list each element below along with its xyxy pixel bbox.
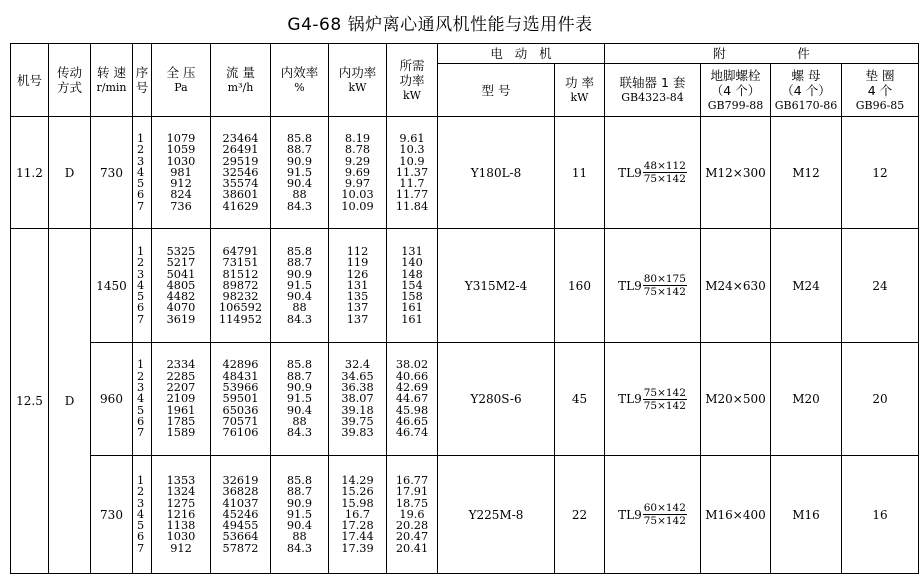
- anchor-bolt: M24×630: [701, 229, 771, 343]
- nut: M16: [771, 456, 842, 574]
- coupling-fraction: [643, 387, 687, 412]
- coupling-spec: [605, 229, 701, 343]
- col-group-accessories: 附 件: [605, 44, 919, 64]
- seq-value: 4: [137, 507, 145, 521]
- col-header-required-power: 所需 功率 kW: [387, 44, 438, 117]
- coupling-numerator: 80×175: [643, 273, 686, 285]
- internal-power-value: 17.39: [341, 541, 374, 555]
- coupling-prefix: TL9: [618, 507, 642, 522]
- col-header-efficiency: 内效率 %: [271, 44, 329, 117]
- coupling-formula: [618, 160, 687, 185]
- required-power-value: 131: [401, 244, 423, 258]
- total-pressure-value: 5217: [166, 256, 196, 270]
- motor-power: 160: [555, 229, 605, 343]
- required-power-value: 40.66: [395, 369, 429, 383]
- internal-efficiency-value: 91.5: [286, 507, 313, 521]
- seq-value: 6: [137, 188, 145, 202]
- required-power-value: 19.6: [399, 507, 425, 521]
- motor-power: 45: [555, 343, 605, 456]
- required-power: [387, 456, 438, 574]
- flow-rate-value: 53664: [222, 530, 259, 544]
- total-pressure-value: 4482: [166, 290, 196, 304]
- internal-power: [329, 117, 387, 229]
- internal-efficiency-value: 88.7: [286, 485, 313, 499]
- internal-efficiency-value: 85.8: [286, 244, 313, 258]
- internal-power-value: 39.75: [341, 414, 374, 428]
- internal-efficiency: [271, 117, 329, 229]
- internal-efficiency-value: 90.9: [286, 496, 313, 510]
- internal-power-value: 10.09: [341, 199, 374, 213]
- anchor-bolt: M16×400: [701, 456, 771, 574]
- seq-value: 5: [137, 290, 145, 304]
- total-pressure-value: 2334: [166, 358, 196, 372]
- internal-power-value: 17.28: [341, 519, 374, 533]
- flow-rate-value: 53966: [222, 381, 259, 395]
- internal-efficiency-value: 90.4: [286, 177, 313, 191]
- total-pressure-value: 1079: [166, 131, 196, 145]
- seq-value: 7: [137, 199, 145, 213]
- seq-value: 7: [137, 312, 145, 326]
- required-power-value: 11.37: [395, 165, 429, 179]
- anchor-bolt: M12×300: [701, 117, 771, 229]
- internal-efficiency-value: 88.7: [286, 256, 313, 270]
- total-pressure-value: 981: [170, 165, 192, 179]
- fan-no: 12.5: [11, 229, 49, 574]
- col-header-motor-power: 功 率 kW: [555, 64, 605, 117]
- required-power: [387, 343, 438, 456]
- internal-power-value: 16.7: [344, 507, 371, 521]
- required-power-value: 158: [401, 290, 423, 304]
- required-power-value: 140: [401, 256, 423, 270]
- total-pressure-value: 1785: [166, 414, 196, 428]
- coupling-spec: [605, 456, 701, 574]
- coupling-fraction: [643, 502, 687, 527]
- internal-efficiency-value: 88: [292, 530, 307, 544]
- internal-power: [329, 456, 387, 574]
- total-pressure-value: 1353: [166, 473, 196, 487]
- motor-model: Y180L-8: [438, 117, 555, 229]
- flow-rate-value: 26491: [222, 143, 259, 157]
- required-power-value: 11.77: [395, 188, 429, 202]
- internal-power-value: 9.69: [344, 165, 371, 179]
- required-power-value: 20.41: [395, 541, 429, 555]
- total-pressure-value: 2207: [166, 381, 196, 395]
- seq: [133, 456, 152, 574]
- flow-rate: [211, 456, 271, 574]
- flow-rate-value: 65036: [222, 403, 259, 417]
- flow-rate-value: 32619: [222, 473, 259, 487]
- internal-power-value: 15.98: [341, 496, 374, 510]
- total-pressure: [152, 117, 211, 229]
- total-pressure-value: 1961: [166, 403, 196, 417]
- coupling-spec: [605, 117, 701, 229]
- flow-rate-value: 38601: [222, 188, 259, 202]
- required-power-value: 154: [401, 278, 423, 292]
- total-pressure-value: 1059: [166, 143, 196, 157]
- seq-value: 6: [137, 301, 145, 315]
- internal-efficiency-value: 88: [292, 188, 307, 202]
- flow-rate-value: 59501: [222, 392, 259, 406]
- flow-rate-value: 35574: [222, 177, 259, 191]
- seq-value: 5: [137, 403, 145, 417]
- internal-power-value: 131: [346, 278, 369, 292]
- total-pressure-value: 912: [170, 541, 192, 555]
- seq-value: 3: [137, 381, 145, 395]
- coupling-denominator: 75×142: [643, 515, 686, 527]
- internal-power-value: 17.44: [341, 530, 374, 544]
- coupling-numerator: 60×142: [643, 502, 686, 514]
- total-pressure-value: 4070: [166, 301, 196, 315]
- flow-rate-value: 29519: [222, 154, 259, 168]
- internal-efficiency-value: 88.7: [286, 143, 313, 157]
- fan-no: 11.2: [11, 117, 49, 229]
- total-pressure: [152, 343, 211, 456]
- internal-efficiency-value: 90.9: [286, 267, 313, 281]
- flow-rate-value: 45246: [222, 507, 259, 521]
- seq-value: 2: [137, 143, 145, 157]
- internal-power-value: 137: [346, 301, 369, 315]
- internal-power-value: 9.97: [344, 177, 371, 191]
- internal-power-value: 39.18: [341, 403, 374, 417]
- internal-power-value: 8.19: [344, 131, 371, 145]
- table-row: [11, 117, 919, 229]
- performance-table: [10, 43, 919, 574]
- internal-efficiency-value: 85.8: [286, 473, 313, 487]
- total-pressure-value: 4805: [166, 278, 196, 292]
- coupling-spec: [605, 343, 701, 456]
- seq-value: 6: [137, 414, 145, 428]
- required-power-value: 44.67: [395, 392, 429, 406]
- table-row: [11, 229, 919, 343]
- coupling-denominator: 75×142: [643, 286, 686, 298]
- table-row: [11, 456, 919, 574]
- drive-type: D: [49, 117, 91, 229]
- motor-model: Y225M-8: [438, 456, 555, 574]
- required-power-value: 20.47: [395, 530, 429, 544]
- motor-model: Y280S-6: [438, 343, 555, 456]
- internal-efficiency-value: 85.8: [286, 131, 313, 145]
- coupling-prefix: TL9: [618, 392, 642, 406]
- required-power-value: 10.9: [399, 154, 425, 168]
- flow-rate-value: 36828: [222, 485, 259, 499]
- seq-value: 7: [137, 426, 145, 440]
- internal-power: [329, 343, 387, 456]
- internal-power-value: 10.03: [341, 188, 374, 202]
- total-pressure: [152, 456, 211, 574]
- internal-efficiency-value: 88: [292, 301, 307, 315]
- flow-rate-value: 42896: [222, 358, 259, 372]
- drive-type: D: [49, 229, 91, 574]
- flow-rate-value: 70571: [222, 414, 259, 428]
- flow-rate-value: 76106: [222, 426, 259, 440]
- seq-value: 4: [137, 165, 145, 179]
- internal-efficiency-value: 85.8: [286, 358, 313, 372]
- coupling-denominator: 75×142: [643, 173, 686, 185]
- internal-power-value: 39.83: [341, 426, 374, 440]
- required-power: [387, 229, 438, 343]
- internal-power-value: 34.65: [341, 369, 374, 383]
- flow-rate: [211, 117, 271, 229]
- coupling-numerator: 48×112: [643, 160, 686, 172]
- nut: M24: [771, 229, 842, 343]
- total-pressure-value: 1216: [166, 507, 196, 521]
- total-pressure-value: 1030: [166, 154, 196, 168]
- flow-rate-value: 48431: [222, 369, 259, 383]
- coupling-formula: [618, 273, 687, 298]
- flow-rate-value: 89872: [222, 278, 259, 292]
- internal-efficiency-value: 84.3: [286, 199, 313, 213]
- total-pressure-value: 2285: [166, 369, 196, 383]
- internal-efficiency-value: 88.7: [286, 369, 313, 383]
- total-pressure-value: 2109: [166, 392, 196, 406]
- required-power-value: 46.74: [395, 426, 429, 440]
- internal-power-value: 8.78: [344, 143, 371, 157]
- col-header-washer: 垫 圈 4 个 GB96-85: [842, 64, 919, 117]
- required-power-value: 42.69: [395, 381, 429, 395]
- speed: 730: [91, 117, 133, 229]
- nut: M20: [771, 343, 842, 456]
- internal-efficiency-value: 90.9: [286, 154, 313, 168]
- seq-value: 1: [137, 358, 145, 372]
- motor-power: 11: [555, 117, 605, 229]
- internal-efficiency: [271, 456, 329, 574]
- total-pressure-value: 5325: [166, 244, 196, 258]
- internal-efficiency-value: 90.4: [286, 290, 313, 304]
- flow-rate-value: 41629: [222, 199, 259, 213]
- washer: 24: [842, 229, 919, 343]
- internal-power-value: 14.29: [341, 473, 374, 487]
- required-power-value: 18.75: [395, 496, 429, 510]
- total-pressure-value: 912: [170, 177, 192, 191]
- internal-efficiency-value: 88: [292, 414, 307, 428]
- required-power: [387, 117, 438, 229]
- seq-value: 1: [137, 473, 145, 487]
- flow-rate-value: 64791: [222, 244, 259, 258]
- col-group-motor: 电 动 机: [438, 44, 605, 64]
- required-power-value: 148: [401, 267, 423, 281]
- table-row: [11, 343, 919, 456]
- col-header-fan-no: 机号: [11, 44, 49, 117]
- internal-power-value: 9.29: [344, 154, 371, 168]
- seq: [133, 117, 152, 229]
- seq: [133, 343, 152, 456]
- required-power-value: 20.28: [395, 519, 429, 533]
- required-power-value: 9.61: [399, 131, 425, 145]
- internal-efficiency: [271, 229, 329, 343]
- col-header-inner-power: 内功率 kW: [329, 44, 387, 117]
- flow-rate-value: 98232: [222, 290, 259, 304]
- seq-value: 5: [137, 519, 145, 533]
- required-power-value: 10.3: [399, 143, 425, 157]
- total-pressure-value: 1324: [166, 485, 196, 499]
- internal-power-value: 119: [346, 256, 369, 270]
- required-power-value: 38.02: [395, 358, 429, 372]
- col-header-motor-model: 型 号: [438, 64, 555, 117]
- seq-value: 5: [137, 177, 145, 191]
- total-pressure-value: 736: [170, 199, 192, 213]
- required-power-value: 161: [401, 301, 423, 315]
- internal-efficiency-value: 91.5: [286, 165, 313, 179]
- internal-efficiency-value: 90.4: [286, 403, 313, 417]
- internal-efficiency-value: 84.3: [286, 312, 313, 326]
- internal-efficiency-value: 91.5: [286, 392, 313, 406]
- seq-value: 3: [137, 267, 145, 281]
- coupling-fraction: [643, 273, 687, 298]
- anchor-bolt: M20×500: [701, 343, 771, 456]
- flow-rate-value: 23464: [222, 131, 259, 145]
- internal-efficiency-value: 84.3: [286, 541, 313, 555]
- flow-rate-value: 41037: [222, 496, 259, 510]
- internal-efficiency-value: 84.3: [286, 426, 313, 440]
- washer: 16: [842, 456, 919, 574]
- speed: 1450: [91, 229, 133, 343]
- internal-efficiency-value: 90.9: [286, 381, 313, 395]
- seq-value: 2: [137, 256, 145, 270]
- internal-power-value: 38.07: [341, 392, 374, 406]
- total-pressure-value: 1030: [166, 530, 196, 544]
- washer: 12: [842, 117, 919, 229]
- coupling-numerator: 75×142: [643, 386, 686, 399]
- speed: 730: [91, 456, 133, 574]
- internal-efficiency-value: 90.4: [286, 519, 313, 533]
- coupling-denominator: 75×142: [643, 399, 686, 412]
- coupling-fraction: [643, 160, 687, 185]
- internal-power-value: 15.26: [341, 485, 374, 499]
- internal-power-value: 36.38: [341, 381, 374, 395]
- seq-value: 1: [137, 131, 145, 145]
- total-pressure-value: 5041: [166, 267, 196, 281]
- flow-rate: [211, 343, 271, 456]
- col-header-pressure: 全 压 Pa: [152, 44, 211, 117]
- total-pressure-value: 1589: [166, 426, 196, 440]
- motor-power: 22: [555, 456, 605, 574]
- required-power-value: 11.7: [399, 177, 425, 191]
- speed: 960: [91, 343, 133, 456]
- total-pressure: [152, 229, 211, 343]
- seq-value: 4: [137, 278, 145, 292]
- total-pressure-value: 1138: [166, 519, 196, 533]
- required-power-value: 45.98: [395, 403, 429, 417]
- washer: 20: [842, 343, 919, 456]
- col-header-seq: 序 号: [133, 44, 152, 117]
- required-power-value: 11.84: [395, 199, 429, 213]
- internal-power: [329, 229, 387, 343]
- seq-value: 7: [137, 541, 145, 555]
- seq: [133, 229, 152, 343]
- col-header-nut: 螺 母 （4 个） GB6170-86: [771, 64, 842, 117]
- coupling-formula: [618, 502, 687, 527]
- motor-model: Y315M2-4: [438, 229, 555, 343]
- col-header-drive: 传动 方式: [49, 44, 91, 117]
- seq-value: 2: [137, 369, 145, 383]
- required-power-value: 16.77: [395, 473, 429, 487]
- total-pressure-value: 1275: [166, 496, 196, 510]
- coupling-prefix: TL9: [618, 278, 642, 293]
- internal-power-value: 112: [346, 244, 369, 258]
- flow-rate-value: 32546: [222, 165, 259, 179]
- coupling-prefix: TL9: [618, 165, 642, 180]
- flow-rate: [211, 229, 271, 343]
- internal-efficiency: [271, 343, 329, 456]
- col-header-speed: 转 速 r/min: [91, 44, 133, 117]
- seq-value: 3: [137, 154, 145, 168]
- internal-power-value: 137: [346, 312, 369, 326]
- flow-rate-value: 49455: [222, 519, 259, 533]
- flow-rate-value: 106592: [218, 301, 263, 315]
- page-title: G4-68 锅炉离心通风机性能与选用件表: [287, 15, 593, 35]
- required-power-value: 161: [401, 312, 423, 326]
- col-header-flow: 流 量 m³/h: [211, 44, 271, 117]
- flow-rate-value: 81512: [222, 267, 259, 281]
- required-power-value: 46.65: [395, 414, 429, 428]
- seq-value: 3: [137, 496, 145, 510]
- col-header-anchor-bolt: 地脚螺栓 （4 个） GB799-88: [701, 64, 771, 117]
- flow-rate-value: 114952: [218, 312, 263, 326]
- seq-value: 2: [137, 485, 145, 499]
- flow-rate-value: 57872: [222, 541, 259, 555]
- internal-power-value: 32.4: [344, 358, 371, 372]
- col-header-coupling: 联轴器 1 套 GB4323-84: [605, 64, 701, 117]
- seq-value: 4: [137, 392, 145, 406]
- flow-rate-value: 73151: [222, 256, 259, 270]
- seq-value: 6: [137, 530, 145, 544]
- total-pressure-value: 824: [170, 188, 192, 202]
- internal-efficiency-value: 91.5: [286, 278, 313, 292]
- total-pressure-value: 3619: [166, 312, 196, 326]
- seq-value: 1: [137, 244, 145, 258]
- internal-power-value: 135: [346, 290, 369, 304]
- internal-power-value: 126: [346, 267, 369, 281]
- coupling-formula: [618, 387, 687, 412]
- required-power-value: 17.91: [395, 485, 429, 499]
- nut: M12: [771, 117, 842, 229]
